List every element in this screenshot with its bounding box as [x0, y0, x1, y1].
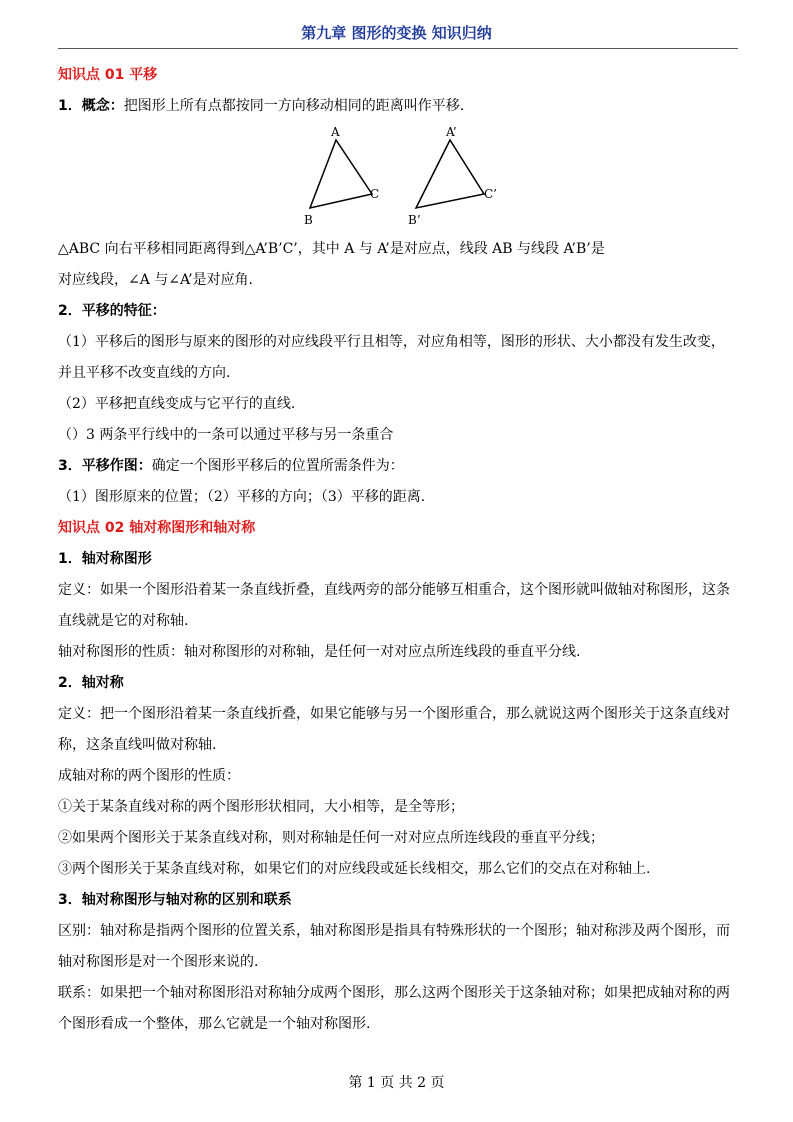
header-divider	[58, 48, 738, 49]
section-title-translation: 知识点 01 平移	[58, 67, 158, 83]
label-c: C	[370, 187, 380, 201]
label-b: B	[304, 213, 313, 227]
drawing-items: （1）图形原来的位置；（2）平移的方向；（3）平移的距离.	[58, 489, 426, 505]
axisymmetric-figure-heading: 1．轴对称图形	[58, 551, 152, 567]
label-c-prime: C’	[484, 187, 497, 201]
label-a: A	[331, 125, 340, 139]
translation-figure	[58, 124, 738, 230]
drawing-paragraph	[58, 451, 738, 482]
connection-text: 联系：如果把一个轴对称图形沿对称轴分成两个图形，那么这两个图形关于这条轴对称；如果把成轴对称的两个图形看成一个整体，那么它就是一个轴对称图形.	[58, 985, 730, 1032]
concept-text: 把图形上所有点都按同一方向移动相同的距离叫作平移.	[123, 98, 465, 114]
concept-paragraph	[58, 91, 738, 122]
section-title-symmetry: 知识点 02 轴对称图形和轴对称	[58, 520, 256, 536]
axial-symmetry-property-1: ①关于某条直线对称的两个图形形状相同，大小相等，是全等形；	[58, 799, 464, 815]
drawing-label: 3．平移作图：	[58, 458, 152, 474]
features-heading: 2．平移的特征：	[58, 303, 166, 319]
feature-3: （）3 两条平行线中的一条可以通过平移与另一条重合	[58, 427, 394, 443]
axisymmetric-figure-property: 轴对称图形的性质：轴对称图形的对称轴，是任何一对对应点所连线段的垂直平分线.	[58, 644, 581, 660]
difference-heading: 3．轴对称图形与轴对称的区别和联系	[58, 892, 292, 908]
page-title: 第九章 图形的变换 知识归纳	[301, 24, 492, 42]
triangles-diagram	[298, 124, 518, 230]
axial-symmetry-property-2: ②如果两个图形关于某条直线对称，则对称轴是任何一对对应点所连线段的垂直平分线；	[58, 830, 604, 846]
main-content	[58, 60, 738, 1040]
label-a-prime: A’	[446, 125, 457, 139]
drawing-text: 确定一个图形平移后的位置所需条件为：	[151, 458, 404, 474]
axial-symmetry-definition: 定义：把一个图形沿着某一条直线折叠，如果它能够与另一个图形重合，那么就说这两个图形关于这条直线对称，这条直线叫做对称轴.	[58, 706, 730, 753]
axial-symmetry-property-3: ③两个图形关于某条直线对称，如果它们的对应线段或延长线相交，那么它们的交点在对称轴上.	[58, 861, 651, 877]
feature-2: （2）平移把直线变成与它平行的直线.	[58, 396, 296, 412]
axial-symmetry-properties-heading: 成轴对称的两个图形的性质：	[58, 768, 240, 784]
concept-label: 1．概念：	[58, 98, 124, 114]
axisymmetric-figure-definition: 定义：如果一个图形沿着某一条直线折叠，直线两旁的部分能够互相重合，这个图形就叫做轴对称图形，这条直线就是它的对称轴.	[58, 582, 730, 629]
axial-symmetry-heading: 2．轴对称	[58, 675, 124, 691]
difference-text: 区别：轴对称是指两个图形的位置关系，轴对称图形是指具有特殊形状的一个图形；轴对称涉及两个图形，而轴对称图形是对一个图形来说的.	[58, 923, 730, 970]
figure-description-line2: 对应线段，∠A 与∠A’是对应角.	[58, 272, 253, 288]
label-b-prime: B’	[408, 213, 421, 227]
page-number: 第 1 页 共 2 页	[348, 1075, 445, 1091]
triangle-abc	[310, 140, 372, 208]
feature-1: （1）平移后的图形与原来的图形的对应线段平行且相等，对应角相等，图形的形状、大小都没有发生改变，并且平移不改变直线的方向.	[58, 334, 725, 381]
triangle-abc-prime	[416, 140, 484, 208]
figure-description-line1: △ABC 向右平移相同距离得到△A’B’C’，其中 A 与 A’是对应点，线段 AB 与线段 A’B’是	[58, 241, 605, 257]
